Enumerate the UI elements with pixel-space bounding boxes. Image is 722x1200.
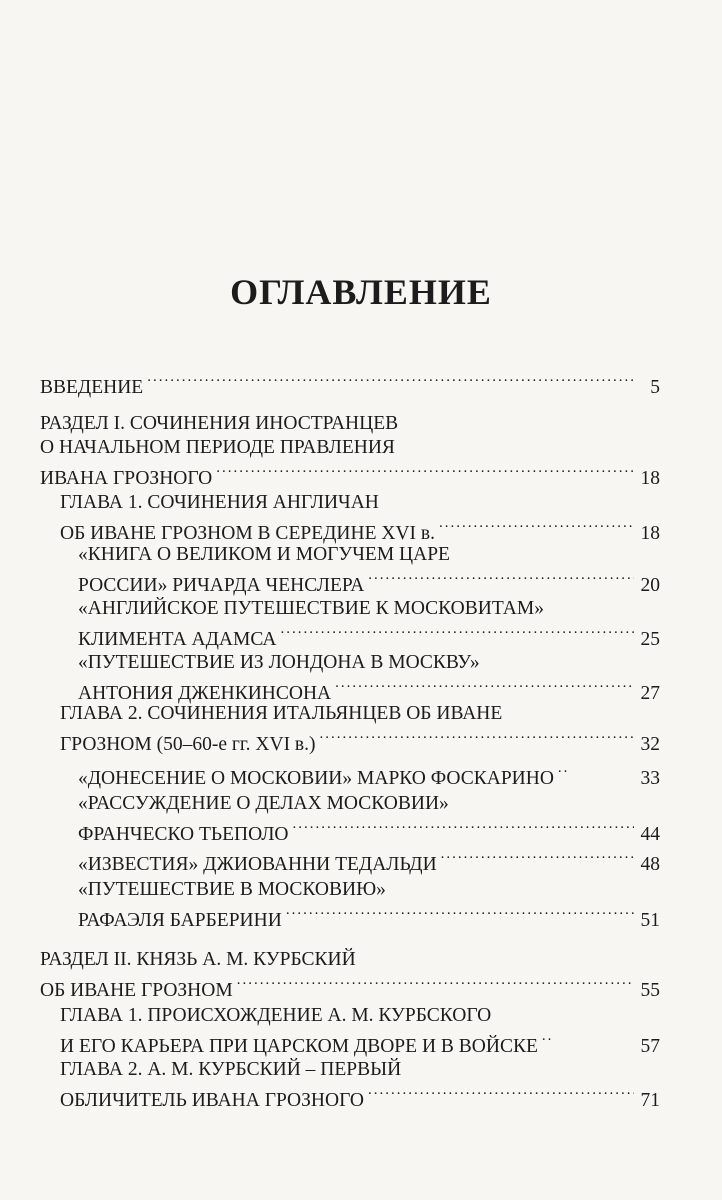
toc-entry-line: ГЛАВА 2. СОЧИНЕНИЯ ИТАЛЬЯНЦЕВ ОБ ИВАНЕ: [60, 703, 503, 724]
toc-entry-last-line: [40, 972, 660, 1003]
dot-leader: [216, 460, 634, 484]
toc-entry-line: «ДОНЕСЕНИЕ О МОСКОВИИ» МАРКО ФОСКАРИНО: [78, 768, 554, 789]
dot-leader: [441, 846, 634, 870]
dot-leader: [286, 902, 634, 926]
toc-entry-line: ГЛАВА 1. ПРОИСХОЖДЕНИЕ А. М. КУРБСКОГО: [60, 1005, 492, 1026]
toc-entry: [40, 948, 660, 1003]
toc-entry-line: ИВАНА ГРОЗНОГО: [40, 468, 213, 489]
toc-entry-line: «ПУТЕШЕСТВИЕ В МОСКОВИЮ»: [78, 879, 386, 900]
toc-entry: [78, 651, 660, 706]
toc-entry-last-line: [78, 621, 660, 652]
page-number: 18: [640, 468, 660, 489]
toc-entry-line: РАЗДЕЛ I. СОЧИНЕНИЯ ИНОСТРАНЦЕВ: [40, 413, 399, 434]
toc-entry-line: РАФАЭЛЯ БАРБЕРИНИ: [78, 910, 282, 931]
dot-leader: [293, 816, 634, 840]
toc-entry: [60, 491, 660, 546]
toc-entry-last-line: [60, 726, 660, 757]
page-number: 57: [640, 1036, 660, 1057]
dot-leader: [542, 1028, 634, 1052]
page-number: 48: [640, 854, 660, 875]
toc-entry-last-line: [78, 567, 660, 598]
toc-entry-line: ВВЕДЕНИЕ: [40, 377, 144, 398]
toc-entry-last-line: [60, 515, 660, 546]
dot-leader: [237, 972, 634, 996]
dot-leader: [147, 369, 634, 393]
toc-entry-last-line: [40, 369, 660, 400]
dot-leader: [368, 1082, 634, 1106]
toc-entry: [78, 597, 660, 652]
toc-entry-last-line: [60, 1028, 660, 1059]
toc-entry-line: «КНИГА О ВЕЛИКОМ И МОГУЧЕМ ЦАРЕ: [78, 544, 450, 565]
toc-entry-line: «ПУТЕШЕСТВИЕ ИЗ ЛОНДОНА В МОСКВУ»: [78, 652, 480, 673]
page-number: 71: [640, 1090, 660, 1111]
toc-entry-line: ОБЛИЧИТЕЛЬ ИВАНА ГРОЗНОГО: [60, 1090, 364, 1111]
toc-entry: [78, 543, 660, 598]
toc-entry: [60, 702, 660, 757]
toc-entry-last-line: [78, 760, 660, 791]
toc-entry: [78, 760, 660, 791]
dot-leader: [320, 726, 634, 750]
toc-entry-line: ГЛАВА 2. А. М. КУРБСКИЙ – ПЕРВЫЙ: [60, 1059, 402, 1080]
dot-leader: [368, 567, 634, 591]
dot-leader: [558, 760, 634, 784]
toc-entry-last-line: [78, 902, 660, 933]
toc-entry: [60, 1004, 660, 1059]
toc-entry: [40, 369, 660, 400]
toc-entry: [60, 1058, 660, 1113]
toc-entry-last-line: [60, 1082, 660, 1113]
toc-entry-last-line: [78, 846, 660, 877]
toc-entry-line: «РАССУЖДЕНИЕ О ДЕЛАХ МОСКОВИИ»: [78, 793, 449, 814]
toc-entry-line: РОССИИ» РИЧАРДА ЧЕНСЛЕРА: [78, 575, 365, 596]
toc-entry-line: ОБ ИВАНЕ ГРОЗНОМ В СЕРЕДИНЕ XVI в.: [60, 523, 435, 544]
dot-leader: [439, 515, 634, 539]
page-number: 32: [640, 734, 660, 755]
toc-entry-line: АНТОНИЯ ДЖЕНКИНСОНА: [78, 683, 332, 704]
toc-entry: [78, 878, 660, 933]
page-number: 51: [640, 910, 660, 931]
toc-entry-line: О НАЧАЛЬНОМ ПЕРИОДЕ ПРАВЛЕНИЯ: [40, 437, 395, 458]
toc-entry-line: «ИЗВЕСТИЯ» ДЖИОВАННИ ТЕДАЛЬДИ: [78, 854, 437, 875]
toc-entry-line: ГЛАВА 1. СОЧИНЕНИЯ АНГЛИЧАН: [60, 492, 379, 513]
toc-entry: [78, 792, 660, 847]
page-number: 18: [640, 523, 660, 544]
page-number: 27: [640, 683, 660, 704]
dot-leader: [280, 621, 634, 645]
toc-entry-last-line: [40, 460, 660, 491]
toc-entry: [40, 412, 660, 491]
page-number: 5: [650, 377, 660, 398]
page-number: 33: [640, 768, 660, 789]
dot-leader: [335, 675, 634, 699]
page-number: 44: [640, 824, 660, 845]
toc-entry-line: «АНГЛИЙСКОЕ ПУТЕШЕСТВИЕ К МОСКОВИТАМ»: [78, 598, 544, 619]
page-number: 20: [640, 575, 660, 596]
toc-entry-line: И ЕГО КАРЬЕРА ПРИ ЦАРСКОМ ДВОРЕ И В ВОЙСКЕ: [60, 1036, 538, 1057]
toc-entry-line: КЛИМЕНТА АДАМСА: [78, 629, 277, 650]
toc-entry-last-line: [78, 816, 660, 847]
toc-entry-line: ОБ ИВАНЕ ГРОЗНОМ: [40, 980, 233, 1001]
toc-entry-line: ФРАНЧЕСКО ТЬЕПОЛО: [78, 824, 289, 845]
toc-entry-line: ГРОЗНОМ (50–60-е гг. XVI в.): [60, 734, 316, 755]
page-number: 55: [640, 980, 660, 1001]
toc-title: ОГЛАВЛЕНИЕ: [230, 272, 492, 312]
page-number: 25: [640, 629, 660, 650]
toc-entry-line: РАЗДЕЛ II. КНЯЗЬ А. М. КУРБСКИЙ: [40, 949, 356, 970]
toc-entry: [78, 846, 660, 877]
